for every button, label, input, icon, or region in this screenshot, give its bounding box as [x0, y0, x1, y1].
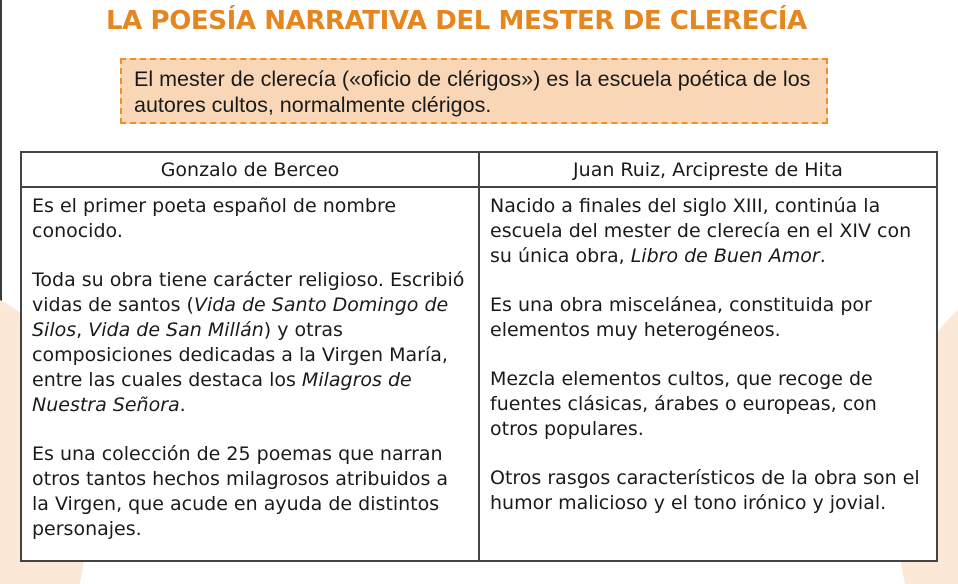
berceo-text: ) y otras composiciones dedicadas a la Virgen María, entre las cuales destaca los — [32, 319, 448, 391]
berceo-paragraph — [32, 194, 470, 244]
juan-ruiz-text: Mezcla elementos cultos, que recoge de fuentes clásicas, árabes o europeas, con otros populares. — [490, 368, 877, 440]
column-body-juan-ruiz — [479, 187, 936, 560]
berceo-paragraph — [32, 442, 470, 542]
berceo-text: Es el primer poeta español de nombre conocido. — [32, 195, 397, 242]
juan-ruiz-text: Otros rasgos característicos de la obra son el humor malicioso y el tono irónico y jovial. — [490, 467, 920, 514]
work-title-vida-santo-domingo: Vida de Santo Domingo de Silos — [32, 294, 449, 341]
juan-ruiz-text: Es una obra miscelánea, constituida por elementos muy heterogéneos. — [490, 294, 872, 341]
juan-ruiz-paragraph — [490, 293, 928, 343]
definition-callout — [120, 58, 828, 124]
berceo-paragraph — [32, 268, 470, 418]
berceo-text: Es una colección de 25 poemas que narran otros tantos hechos milagrosos atribuidos a la Virgen, que acude en ayuda de distintos personajes. — [32, 443, 449, 540]
juan-ruiz-paragraph — [490, 466, 928, 516]
work-title-libro-buen-amor: Libro de Buen Amor — [630, 245, 820, 267]
comparison-table — [20, 151, 938, 562]
column-body-berceo — [22, 187, 479, 560]
juan-ruiz-paragraph — [490, 194, 928, 269]
juan-ruiz-text: Nacido a finales del siglo XIII, continúa la escuela del mester de clerecía en el XIV con su única obra, — [490, 195, 912, 267]
berceo-text: . — [179, 394, 186, 416]
work-title-vida-san-millan: Vida de San Millán — [88, 319, 264, 341]
work-title-milagros: Milagros de Nuestra Señora — [32, 369, 412, 416]
column-header-juan-ruiz: Juan Ruiz, Arcipreste de Hita — [479, 153, 936, 187]
juan-ruiz-text: . — [819, 245, 826, 267]
berceo-text: , — [76, 319, 89, 341]
juan-ruiz-paragraph — [490, 367, 928, 442]
page-title: LA POESÍA NARRATIVA DEL MESTER DE CLERECÍA — [106, 6, 807, 36]
definition-text: El mester de clerecía («oficio de clérigos») es la escuela poética de los autores cultos, normalmente clérigos. — [134, 67, 811, 117]
berceo-text: Toda su obra tiene carácter religioso. Escribió vidas de santos ( — [32, 269, 465, 316]
column-header-berceo: Gonzalo de Berceo — [22, 153, 479, 187]
